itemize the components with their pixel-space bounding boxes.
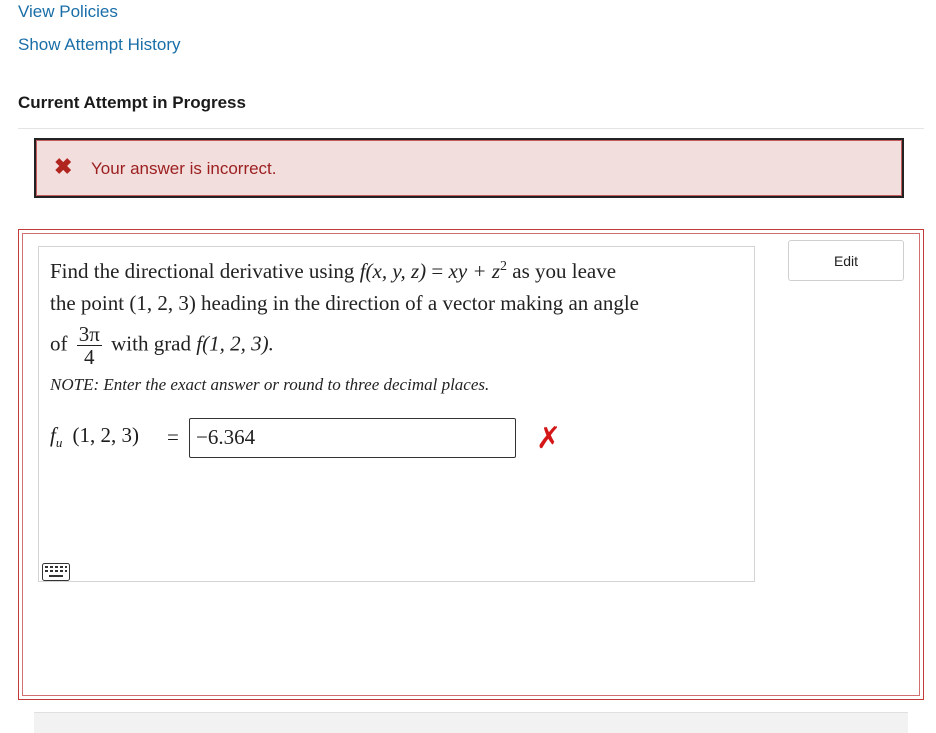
incorrect-alert (34, 138, 904, 198)
x-icon: ✖ (54, 154, 73, 179)
question-text-1: Find the directional derivative using (50, 259, 355, 283)
exponent: 2 (500, 259, 508, 274)
angle-fraction (77, 323, 102, 368)
keyboard-icon[interactable] (42, 563, 70, 581)
function-lhs: f(x, y, z) (359, 259, 427, 283)
equals-sign: = (167, 425, 179, 449)
question-line-2: the point (1, 2, 3) heading in the direction of a vector making an angle (50, 291, 639, 315)
answer-label: $f_{u⃗}(1$, 2, 3) (50, 423, 139, 451)
question-box (38, 246, 755, 582)
with-grad-text: with grad (111, 331, 192, 356)
grad-expression: f(1, 2, 3). (196, 331, 274, 356)
attempt-title: Current Attempt in Progress (18, 93, 246, 112)
divider (18, 128, 924, 129)
view-policies-link[interactable]: View Policies (18, 2, 118, 21)
question-text-2: as you leave (512, 259, 617, 283)
edit-button[interactable]: Edit (788, 240, 904, 281)
alert-message: Your answer is incorrect. (91, 159, 277, 178)
function-rhs: xy + z (448, 259, 501, 283)
question-line-3 (50, 323, 274, 373)
fraction-denominator: 4 (84, 345, 95, 369)
x-mark-icon: ✗ (536, 421, 562, 456)
of-text: of (50, 331, 68, 356)
show-attempt-history-link[interactable]: Show Attempt History (18, 35, 181, 54)
fraction-numerator: 3π (78, 322, 100, 346)
answer-input[interactable]: −6.364 (189, 418, 516, 458)
question-line-1: Find the directional derivative using f(x, y, z) = xy + $z^2$ as you leave (50, 259, 617, 283)
note-text: NOTE: Enter the exact answer or round to three decimal places. (50, 375, 490, 394)
